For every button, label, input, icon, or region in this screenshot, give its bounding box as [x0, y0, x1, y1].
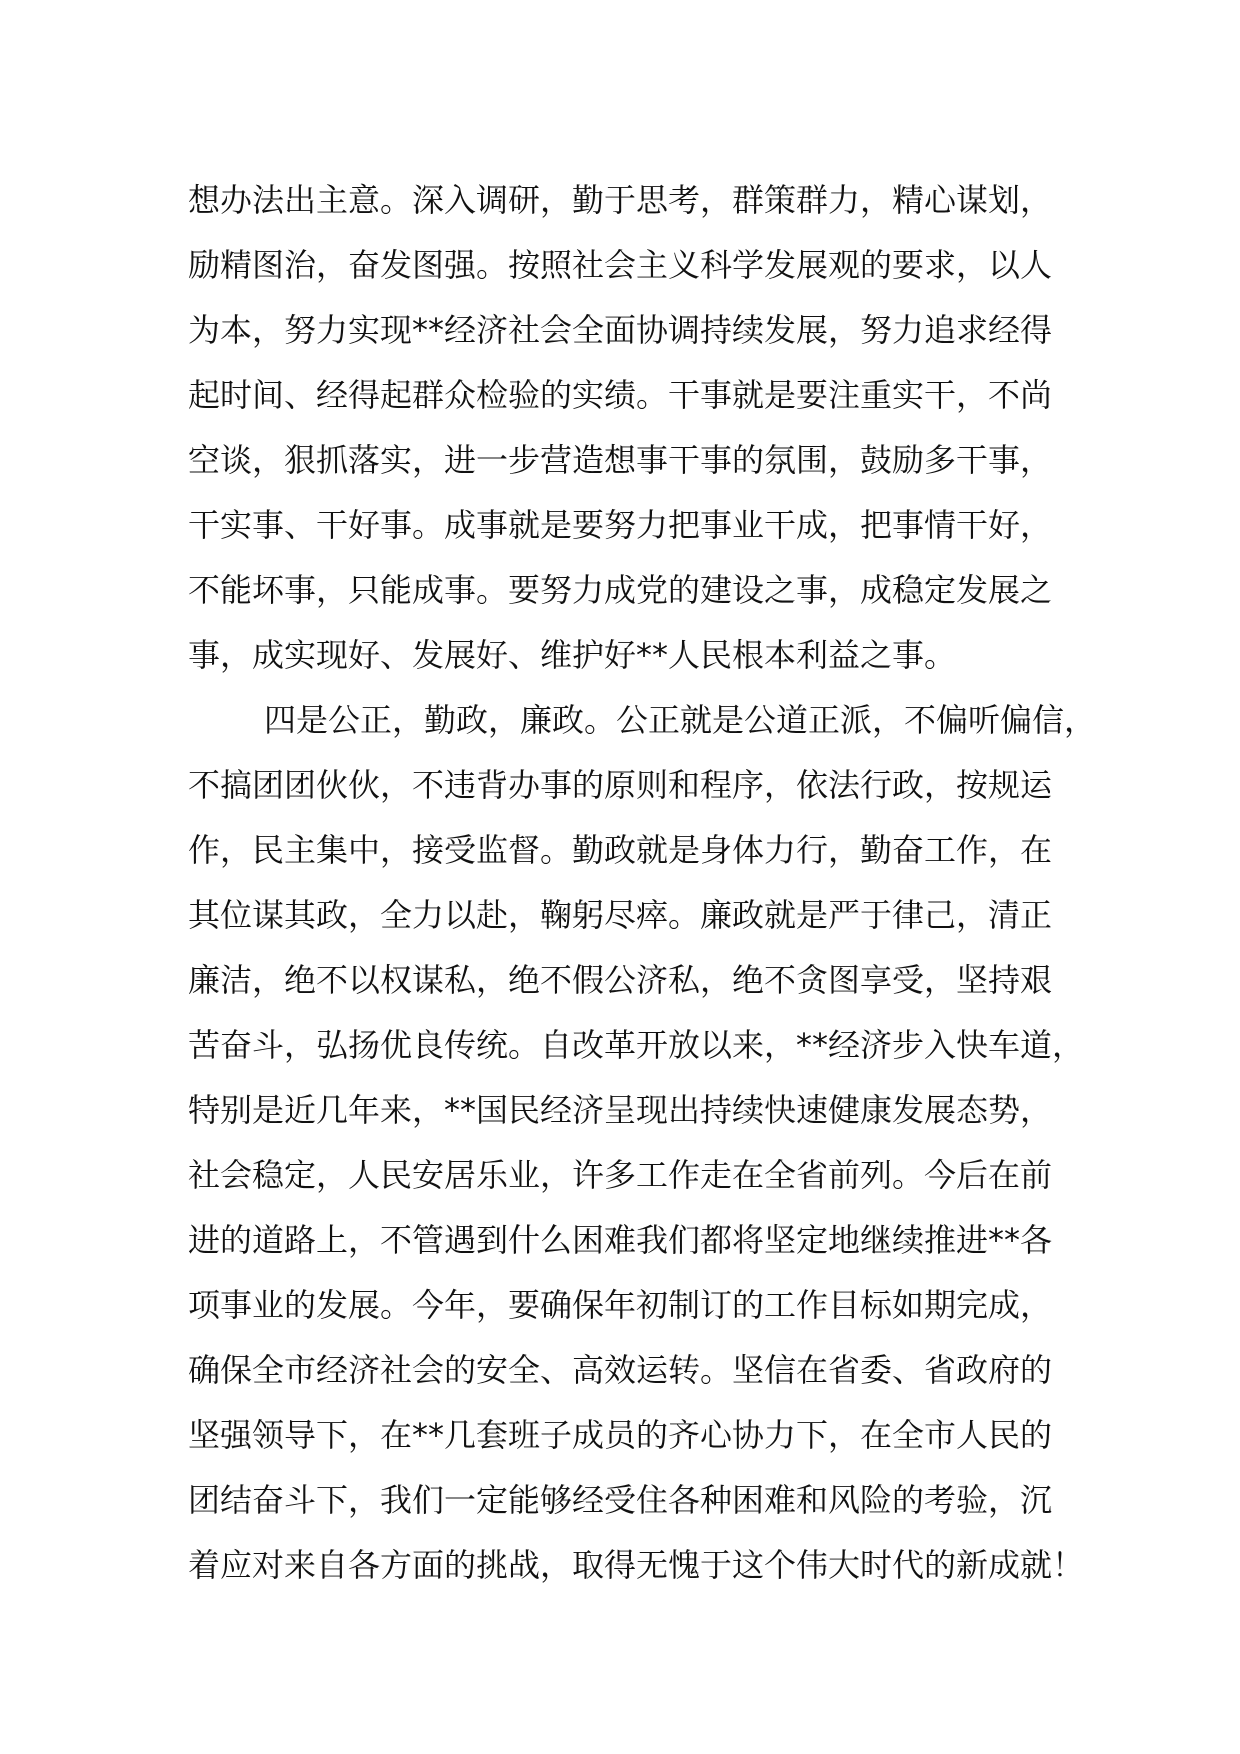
text-line: 社会稳定，人民安居乐业，许多工作走在全省前列。今后在前 — [188, 1156, 1053, 1194]
body-text — [188, 168, 1097, 1598]
text-line: 苦奋斗，弘扬优良传统。自改革开放以来，**经济步入快车道， — [188, 1026, 1085, 1064]
text-line: 确保全市经济社会的安全、高效运转。坚信在省委、省政府的 — [188, 1351, 1053, 1389]
text-line: 空谈，狠抓落实，进一步营造想事干事的氛围，鼓励多干事， — [188, 441, 1053, 479]
text-line: 其位谋其政，全力以赴，鞠躬尽瘁。廉政就是严于律己，清正 — [188, 896, 1053, 934]
text-line: 事，成实现好、发展好、维护好**人民根本利益之事。 — [188, 636, 957, 674]
text-line: 廉洁，绝不以权谋私，绝不假公济私，绝不贪图享受，坚持艰 — [188, 961, 1053, 999]
text-line: 作，民主集中，接受监督。勤政就是身体力行，勤奋工作，在 — [188, 831, 1053, 869]
paragraph-start-line: 四是公正，勤政，廉政。公正就是公道正派，不偏听偏信， — [264, 701, 1097, 739]
text-line: 项事业的发展。今年，要确保年初制订的工作目标如期完成， — [188, 1286, 1053, 1324]
text-line: 坚强领导下，在**几套班子成员的齐心协力下，在全市人民的 — [188, 1416, 1053, 1454]
text-line: 干实事、干好事。成事就是要努力把事业干成，把事情干好， — [188, 506, 1053, 544]
text-line: 着应对来自各方面的挑战，取得无愧于这个伟大时代的新成就！ — [188, 1546, 1085, 1584]
text-line: 团结奋斗下，我们一定能够经受住各种困难和风险的考验，沉 — [188, 1481, 1053, 1519]
text-line: 为本，努力实现**经济社会全面协调持续发展，努力追求经得 — [188, 311, 1053, 349]
text-line: 特别是近几年来，**国民经济呈现出持续快速健康发展态势， — [188, 1091, 1053, 1129]
text-line: 不搞团团伙伙，不违背办事的原则和程序，依法行政，按规运 — [188, 766, 1053, 804]
text-line: 不能坏事，只能成事。要努力成党的建设之事，成稳定发展之 — [188, 571, 1053, 609]
text-line: 励精图治，奋发图强。按照社会主义科学发展观的要求，以人 — [188, 246, 1053, 284]
text-line: 进的道路上，不管遇到什么困难我们都将坚定地继续推进**各 — [188, 1221, 1053, 1259]
text-line: 想办法出主意。深入调研，勤于思考，群策群力，精心谋划， — [188, 181, 1053, 219]
text-line: 起时间、经得起群众检验的实绩。干事就是要注重实干，不尚 — [188, 376, 1053, 414]
